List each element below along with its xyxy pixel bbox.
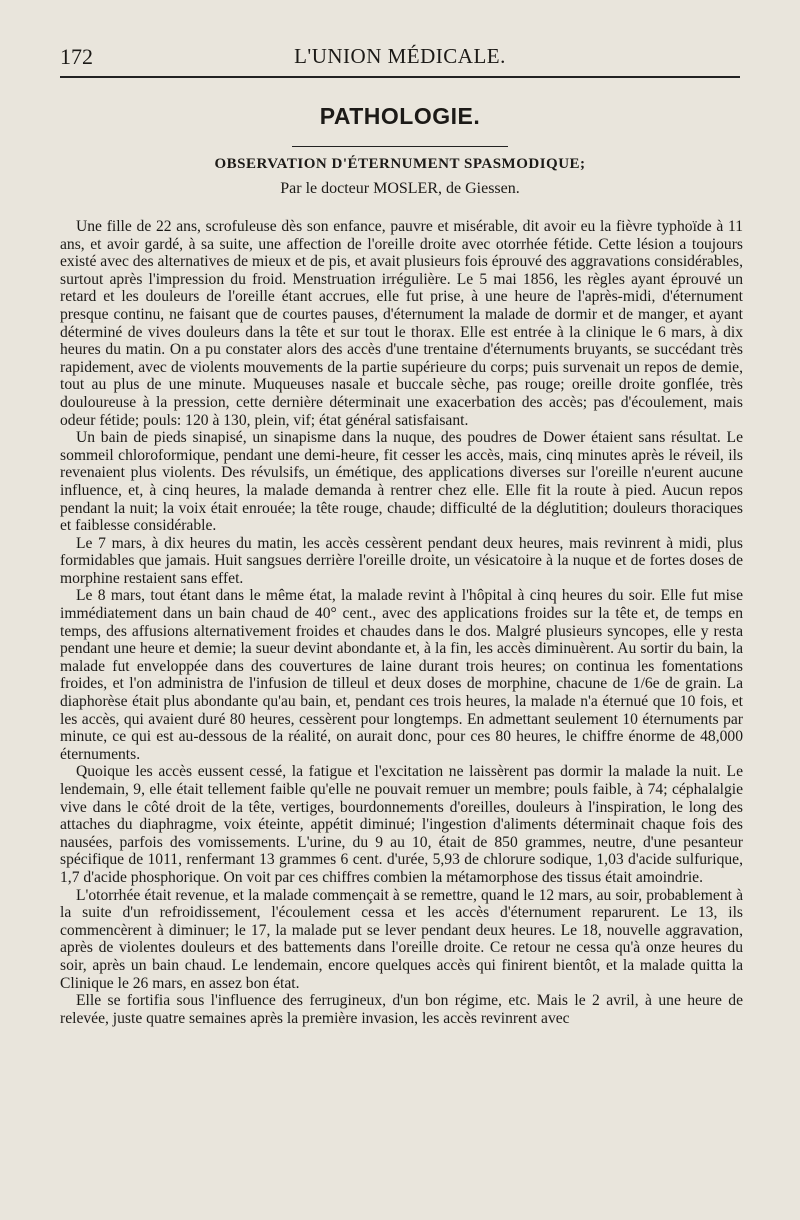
article-body — [60, 218, 743, 1027]
section-title: PATHOLOGIE. — [319, 103, 481, 129]
journal-title: L'UNION MÉDICALE. — [294, 44, 506, 68]
paragraph: Le 7 mars, à dix heures du matin, les accès cessèrent pendant deux heures, mais revinrent à midi, plus formidables que jamais. Huit sangsues derrière l'oreille droite, un vésicatoire à la nuque et de fortes doses de morphine restaient sans effet. — [60, 534, 743, 587]
running-head — [60, 44, 740, 74]
paragraph: Un bain de pieds sinapisé, un sinapisme dans la nuque, des poudres de Dower étaient sans résultat. Le sommeil chloroformique, pendant une demi-heure, fit cesser les accès, mais, cinq minutes après le réveil, ils revenaient plus violents. Des révulsifs, un émétique, des applications diverses sur l'oreille n'eurent aucune influence, et, à cinq heures, la malade demanda à rentrer chez elle. Elle fit la route à pied. Aucun repos pendant la nuit; la voix était enrouée; la tête rouge, chaude; difficulté de la déglutition; douleurs thoraciques et faiblesse considérable. — [60, 429, 743, 535]
paragraph: Elle se fortifia sous l'influence des ferrugineux, d'un bon régime, etc. Mais le 2 avril, à une heure de relevée, juste quatre semaines après la première invasion, les accès revinrent avec — [60, 992, 743, 1027]
section-title-rule — [292, 146, 508, 147]
page-number: 172 — [60, 44, 93, 69]
paragraph: Le 8 mars, tout étant dans le même état, la malade revint à l'hôpital à cinq heures du soir. Elle fut mise immédiatement dans un bain chaud de 40° cent., avec des applications froides sur la tête et, de temps en temps, des affusions alternativement froides et chaudes dans le dos. Malgré plusieurs syncopes, elle y resta pendant une heure et demie; la sueur devint abondante et, à la fin, les accès diminuèrent. Au sortir du bain, la malade fut enveloppée dans des couvertures de laine durant trois heures; on continua les fomentations froides, et l'on administra de l'infusion de tilleul et deux doses de morphine, chacune de 1/6e de grain. La diaphorèse était plus abondante qu'au bain, et, pendant ces trois heures, la malade n'a éternué que 10 fois, et les accès, qui avaient duré 80 heures, cessèrent pour longtemps. En admettant seulement 10 éternuments par minute, ce qui est au-dessous de la réalité, on aurait donc, pour ces 80 heures, le chiffre énorme de 48,000 éternuments. — [60, 587, 743, 763]
paragraph: L'otorrhée était revenue, et la malade commençait à se remettre, quand le 12 mars, au soir, probablement à la suite d'un refroidissement, l'écoulement cessa et les accès d'éternument reparurent. Le 13, ils commencèrent à diminuer; le 17, la malade put se lever pendant deux heures. Le 18, nouvelle aggravation, après de violentes douleurs et des battements dans l'oreille droite. Ce retour ne cessa qu'à onze heures du soir, après un bain chaud. Le lendemain, encore quelques accès qui finirent bientôt, et la malade quitta la Clinique le 26 mars, en assez bon état. — [60, 886, 743, 992]
article-title: OBSERVATION D'ÉTERNUMENT SPASMODIQUE; — [214, 156, 586, 172]
paragraph: Quoique les accès eussent cessé, la fatigue et l'excitation ne laissèrent pas dormir la malade la nuit. Le lendemain, 9, elle était tellement faible qu'elle ne pouvait remuer un membre; pouls faible, à 74; céphalalgie vive dans le côté droit de la tête, vertiges, bourdonnements d'oreilles, douleurs à l'inspiration, le long des attaches du diaphragme, voix éteinte, appétit diminué; l'ingestion d'aliments déterminait chaque fois des nausées, parfois des vomissements. L'urine, du 9 au 10, était de 850 grammes, neutre, d'une pesanteur spécifique de 1011, renfermant 13 grammes 6 cent. d'urée, 5,93 de chlorure sodique, 1,03 d'acide sulfurique, 1,7 d'acide phosphorique. On voit par ces chiffres combien la métamorphose des tissus était amoindrie. — [60, 763, 743, 886]
header-rule — [60, 76, 740, 78]
paragraph: Une fille de 22 ans, scrofuleuse dès son enfance, pauvre et misérable, dit avoir eu la fièvre typhoïde à 11 ans, et avoir gardé, à sa suite, une affection de l'oreille droite avec otorrhée fétide. Cette lésion a toujours existé avec des alternatives de mieux et de pis, et avait plusieurs fois éprouvé des aggravations considérables, surtout après l'impression du froid. Menstruation irrégulière. Le 5 mai 1856, les règles ayant éprouvé un retard et les douleurs de l'oreille étant accrues, elle fut prise, à une heure de l'après-midi, d'éternument presque continu, ne faisant que de courtes pauses, d'éternument la malade de dormir et de manger, et ayant déterminé de vives douleurs dans la tête et sur tout le thorax. Elle est entrée à la clinique le 6 mars, à dix heures du matin. On a pu constater alors des accès d'une trentaine d'éternuments bruyants, se succédant très rapidement, avec de violents mouvements de la partie supérieure du corps; puis survenait un repos de demie, tout au plus de une minute. Muqueuses nasale et buccale sèche, pas rouge; oreille droite gonflée, très douloureuse à la pression, cette dernière déterminait une exacerbation des accès; pas d'écoulement, mais odeur fétide; pouls: 120 à 130, plein, vif; état général satisfaisant. — [60, 218, 743, 429]
byline: Par le docteur MOSLER, de Giessen. — [280, 180, 520, 197]
